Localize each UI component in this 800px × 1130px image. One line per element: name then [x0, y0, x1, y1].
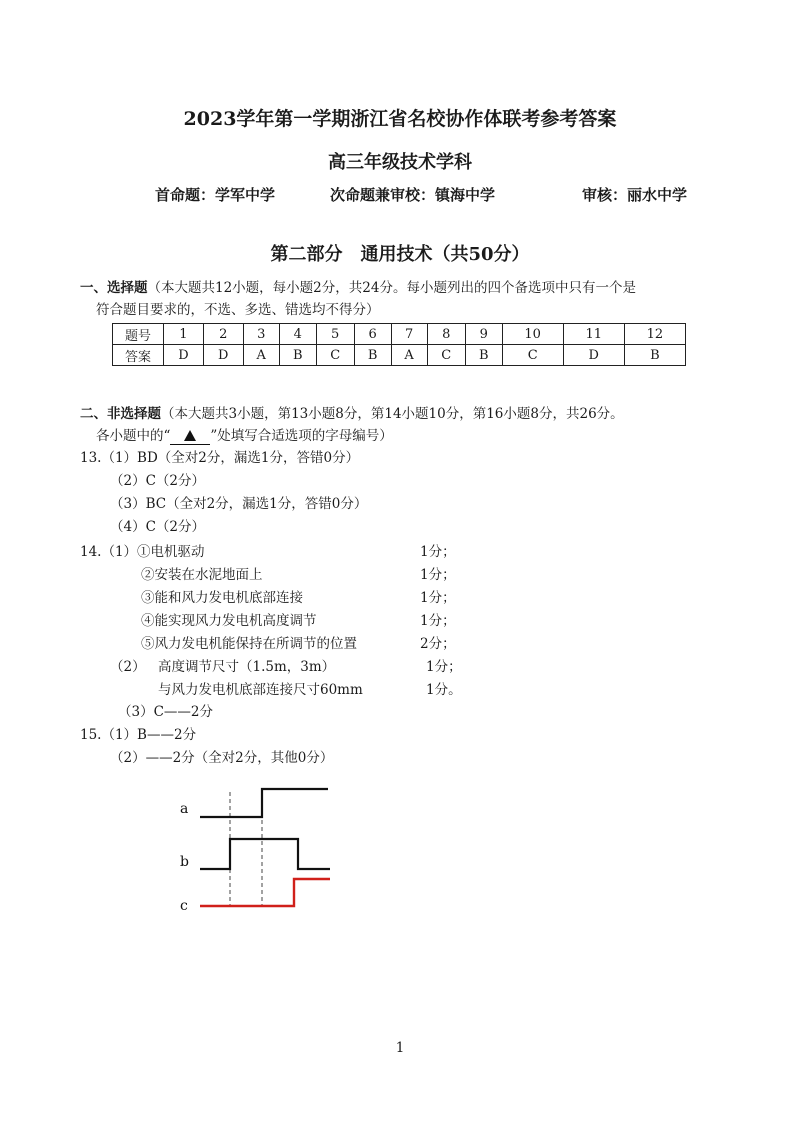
waveform-a: [200, 789, 328, 817]
mc-desc-line2: 符合题目要求的，不选、多选、错选均不得分）: [96, 302, 380, 318]
question-number: 9: [465, 324, 502, 345]
q14-1e: ⑤风力发电机能保持在所调节的位置: [141, 636, 357, 652]
q14-1a-score: 1分；: [420, 544, 456, 560]
waveform-c: [200, 879, 330, 906]
q14-1e-score: 2分；: [420, 636, 456, 652]
question-number: 2: [203, 324, 243, 345]
second-setter: 次命题兼审校：镇海中学: [330, 186, 496, 204]
nonmc-desc-line2: [96, 424, 393, 445]
answer-cell: A: [243, 345, 279, 366]
question-number: 4: [279, 324, 316, 345]
q14-2b-score: 1分。: [426, 682, 462, 698]
first-setter: 首命题：学军中学: [155, 186, 276, 204]
question-number: 5: [316, 324, 354, 345]
q14-1d-score: 1分；: [420, 613, 456, 629]
nonmc-instructions: [80, 402, 624, 422]
q14-2a-score: 1分；: [426, 659, 462, 675]
section-title: 第二部分 通用技术（共50分）: [270, 244, 530, 265]
q13-part2: （2）C（2分）: [110, 473, 206, 489]
mc-heading: 一、选择题: [80, 280, 148, 296]
question-number: 10: [502, 324, 563, 345]
answer-cell: C: [427, 345, 465, 366]
document-title: 2023学年第一学期浙江省名校协作体联考参考答案: [183, 108, 617, 130]
document-subtitle: 高三年级技术学科: [328, 152, 472, 173]
answer-cell: C: [316, 345, 354, 366]
mc-instructions: [80, 276, 636, 296]
page-number: 1: [395, 1040, 405, 1056]
q13-part1: 13.（1）BD（全对2分，漏选1分，答错0分）: [80, 450, 360, 466]
nonmc-desc-pre: 各小题中的“: [96, 428, 171, 444]
q14-1b: ②安装在水泥地面上: [141, 567, 263, 583]
answer-cell: C: [502, 345, 563, 366]
q14-1a: 14.（1）①电机驱动: [80, 544, 205, 560]
answer-table: [112, 323, 686, 366]
question-number-row: [113, 324, 686, 345]
row-label-answer: 答案: [113, 345, 164, 366]
answer-cell: D: [164, 345, 204, 366]
q14-2-label: （2）: [110, 659, 146, 675]
q14-1c-score: 1分；: [420, 590, 456, 606]
answer-row: [113, 345, 686, 366]
question-number: 11: [563, 324, 624, 345]
reviewer: 审核：丽水中学: [582, 186, 688, 204]
question-number: 3: [243, 324, 279, 345]
answer-cell: B: [624, 345, 685, 366]
answer-cell: B: [465, 345, 502, 366]
signal-label-b: b: [180, 854, 189, 870]
q14-2b: 与风力发电机底部连接尺寸60mm: [158, 682, 363, 698]
waveform-b: [200, 839, 330, 869]
question-number: 8: [427, 324, 465, 345]
triangle-icon: [184, 430, 196, 441]
q13-part3: （3）BC（全对2分，漏选1分，答错0分）: [110, 496, 368, 512]
q14-1c: ③能和风力发电机底部连接: [141, 590, 303, 606]
answer-cell: B: [279, 345, 316, 366]
question-number: 1: [164, 324, 204, 345]
blank-marker: [170, 428, 210, 445]
q15-part2: （2）——2分（全对2分，其他0分）: [110, 750, 334, 766]
nonmc-desc-post: ”处填写合适选项的字母编号）: [210, 428, 393, 444]
q14-2a: 高度调节尺寸（1.5m，3m）: [158, 659, 336, 675]
nonmc-desc-line1: （本大题共3小题，第13小题8分，第14小题10分，第16小题8分，共26分。: [161, 406, 624, 422]
signal-label-a: a: [180, 801, 189, 817]
row-label-question: 题号: [113, 324, 164, 345]
q14-1d: ④能实现风力发电机高度调节: [141, 613, 317, 629]
nonmc-heading: 二、非选择题: [80, 406, 161, 422]
answer-cell: D: [203, 345, 243, 366]
answer-cell: A: [391, 345, 427, 366]
waveform-diagram: [170, 780, 370, 920]
question-number: 6: [354, 324, 391, 345]
answer-cell: B: [354, 345, 391, 366]
signal-label-c: c: [180, 898, 188, 914]
q14-part3: （3）C——2分: [118, 704, 214, 720]
q13-part4: （4）C（2分）: [110, 519, 206, 535]
question-number: 7: [391, 324, 427, 345]
mc-desc-line1: （本大题共12小题，每小题2分，共24分。每小题列出的四个备选项中只有一个是: [147, 280, 636, 296]
q14-1b-score: 1分；: [420, 567, 456, 583]
question-number: 12: [624, 324, 685, 345]
q15-part1: 15.（1）B——2分: [80, 727, 197, 743]
answer-cell: D: [563, 345, 624, 366]
